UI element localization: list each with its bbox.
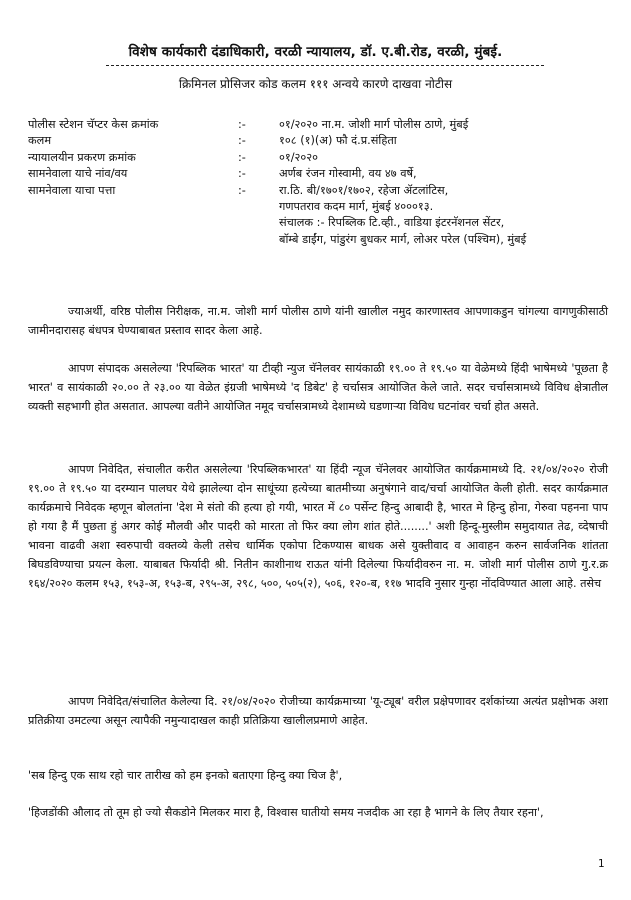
case-detail-label: पोलीस स्टेशन चॅप्टर केस क्रमांक: [28, 118, 159, 131]
viewer-comment-2: 'हिजडोंकी औलाद तो तूम हो ज्यो सैकडोने मिलकर मारा है, विश्वास घातीयो समय नजदीक आ रहा है भागने के लिए तैयार रहना',: [28, 806, 544, 819]
case-detail-separator: :-: [238, 167, 246, 181]
case-detail-row: [28, 166, 618, 182]
page-number: 1: [598, 858, 605, 870]
address-line: बॉम्बे डाईंग, पांडुरंग बुधकर मार्ग, लोअर परेल (पश्चिम), मुंबई: [279, 232, 527, 246]
case-detail-value: ०१/२०२० ना.म. जोशी मार्ग पोलीस ठाणे, मुंबई: [279, 118, 469, 131]
case-detail-label: न्यायालयीन प्रकरण क्रमांक: [28, 150, 136, 164]
case-detail-row: [28, 117, 618, 133]
case-detail-value: रा.ठि. बी/१७०१/१७०२, रहेजा ॲटलांटिस,: [279, 183, 449, 197]
case-detail-separator: :-: [238, 118, 246, 131]
body-paragraph-1: ज्याअर्थी, वरिष्ठ पोलीस निरीक्षक, ना.म. जोशी मार्ग पोलीस ठाणे यांनी खालील नमुद कारणास्तव आपणाकडुन चांगल्या वागणुकीसाठी जामीनदारासह बंधपत्र घेण्याबाबत प्रस्ताव सादर केला आहे.: [28, 305, 608, 337]
case-detail-row: [28, 183, 618, 199]
header-divider: [106, 65, 544, 66]
case-detail-label: सामनेवाला याचे नांव/वय: [28, 167, 128, 181]
case-detail-separator: :-: [238, 183, 246, 197]
notice-subject: क्रिमिनल प्रोसिजर कोड कलम १११ अन्वये कारणे दाखवा नोटीस: [178, 77, 453, 91]
body-paragraph-3: आपण निवेदित, संचालीत करीत असलेल्या 'रिपब्लिकभारत' या हिंदी न्यूज चॅनेलवर आयोजित कार्यक्रमामध्ये दि. २१/०४/२०२० रोजी १९.०० ते १९.५० या दरम्यान पालघर येथे झालेल्या दोन साधूंच्या हत्येच्या बातमीच्या अनुषंगाने वाद/चर्चा आयोजित केली होती. सदर कार्यक्रमात कार्यक्रमाचे निवेदक म्हणून बोलतांना 'देश मे संतो की हत्या हो गयी, भारत में ८० पर्सेन्ट हिन्दु आबादी है, भारत मे हिन्दु होना, गेरुवा पहनना पाप हो गया है मैं पुछता हुं अगर कोई मौलवी और पादरी को मारता तो फिर क्या लोग शांत होते........' अशी हिन्दू-मुस्लीम समुदायात तेढ, व्देषाची भावना वाढवी अशा स्वरुपाची वक्तव्ये केली तसेच धार्मिक एकोपा टिकण्यास बाधक असे युक्तीवाद व आवाहन करुन सार्वजनिक शांतता बिघडविण्याचा प्रयत्न केला. याबाबत फिर्यादी श्री. नितीन काशीनाथ राऊत यांनी दिलेल्या फिर्यादीवरुन ना. म. जोशी मार्ग पोलीस ठाणे गु.र.क्र १६४/२०२० कलम १५३, १५३-अ, १५३-ब, २९५-अ, २९८, ५००, ५०५(२), ५०६, १२०-ब, ११७ भादवि नुसार गुन्हा नोंदविण्यात आला आहे. तसेच: [28, 463, 608, 590]
address-line: गणपतराव कदम मार्ग, मुंबई ४०००१३.: [279, 200, 434, 214]
body-paragraph-2: आपण संपादक असलेल्या 'रिपब्लिक भारत' या टीव्ही न्युज चॅनेलवर सायंकाळी १९.०० ते १९.५० या वेळेमध्ये हिंदी भाषेमध्ये 'पूछता है भारत' व सायंकाळी २०.०० ते २३.०० या वेळेत इंग्रजी भाषेमध्ये 'द डिबेट' हे चर्चासत्र आयोजित केले जाते. सदर चर्चासत्रामध्ये विविध क्षेत्रातील व्यक्ती सहभागी होत असतात. आपल्या वतीने आयोजित नमूद चर्चासत्रामध्ये देशामध्ये घडणाऱ्या विविध घटनांवर चर्चा होत असते.: [28, 362, 608, 413]
case-detail-row: [28, 133, 618, 149]
case-detail-label: कलम: [28, 134, 52, 148]
court-title: विशेष कार्यकारी दंडाधिकारी, वरळी न्यायालय, डॉ. ए.बी.रोड, वरळी, मुंबई.: [128, 44, 503, 60]
case-detail-separator: :-: [238, 134, 246, 148]
viewer-comment-1: 'सब हिन्दु एक साथ रहो चार तारीख को हम इनको बताएगा हिन्दु क्या चिज है',: [28, 769, 343, 782]
case-detail-value: ०१/२०२०: [279, 150, 319, 164]
case-detail-value: १०८ (१)(अ) फौ दं.प्र.संहिता: [279, 134, 397, 148]
case-detail-separator: :-: [238, 150, 246, 164]
case-detail-row: [28, 150, 618, 166]
body-paragraph-4: आपण निवेदित/संचालित केलेल्या दि. २१/०४/२०२० रोजीच्या कार्यक्रमाच्या 'यू-ट्यूब' वरील प्रक्षेपणावर दर्शकांच्या अत्यंत प्रक्षोभक अशा प्रतिक्रीया उमटल्या असून त्यापैकी नमुन्यादाखल काही प्रतिक्रिया खालीलप्रमाणे आहेत.: [28, 695, 608, 727]
case-details: [28, 117, 618, 248]
address-line: संचालक :- रिपब्लिक टि.व्ही., वाडिया इंटरनॅशनल सेंटर,: [279, 216, 505, 230]
case-detail-value: अर्णब रंजन गोस्वामी, वय ४७ वर्षे,: [279, 167, 417, 181]
case-detail-label: सामनेवाला याचा पत्ता: [28, 183, 116, 197]
